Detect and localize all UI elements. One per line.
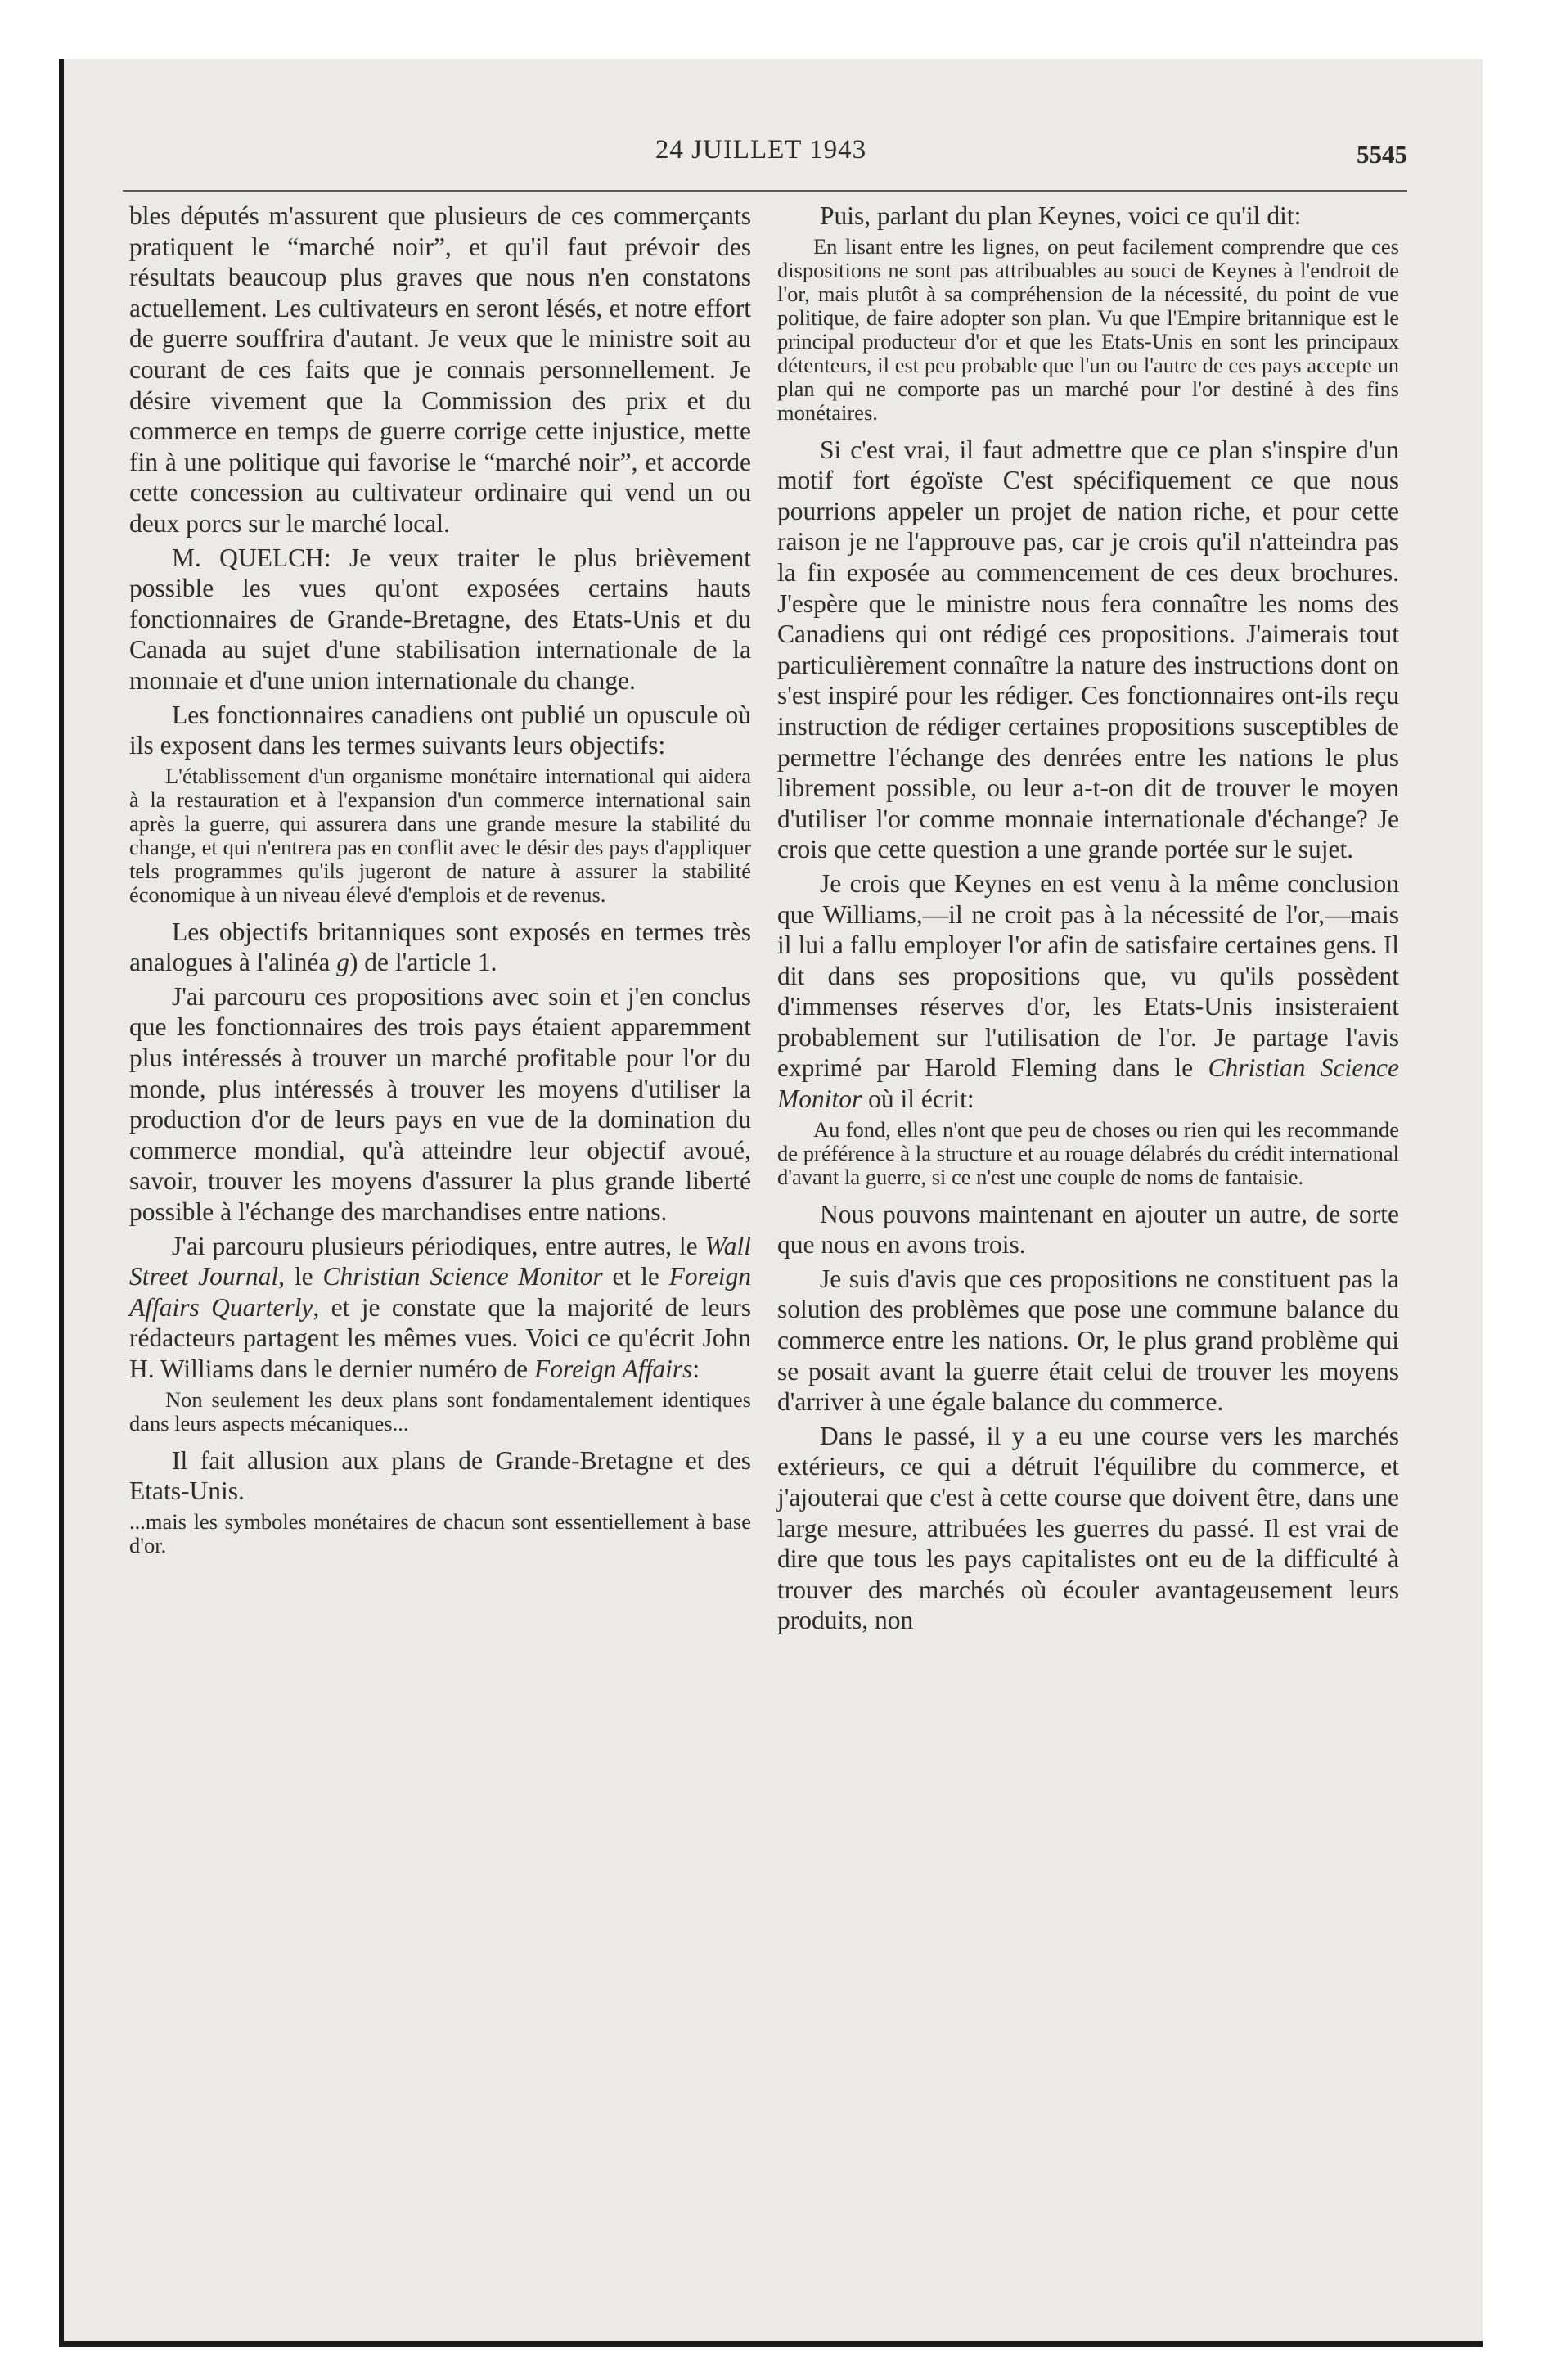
paragraph: Les fonctionnaires canadiens ont publié un opuscule où ils exposent dans les termes suivants leurs objectifs: xyxy=(129,700,751,760)
paragraph: Il fait allusion aux plans de Grande-Bretagne et des Etats-Unis. xyxy=(129,1445,751,1506)
text-run-italic: g xyxy=(336,948,349,977)
publication-title: Foreign Affairs Quarterly xyxy=(129,1262,752,1322)
text-run: Je crois que Keynes en est venu à la même conclusion que Williams,—il ne croit pas à la nécessité de l'or,—mais il lui a fallu employer l'or afin de satisfaire certaines gens. Il dit dans ses propositions que, vu qu'ils possèdent d'immenses réserves d'or, les Etats-Unis insisteraient probablement sur l'utilisation de l'or. Je partage l'avis exprimé par Harold Fleming dans le xyxy=(777,868,1399,1083)
paragraph: Dans le passé, il y a eu une course vers les marchés extérieurs, ce qui a détruit l'équilibre du commerce, et j'ajouterai que c'est à cette course que doivent être, dans une large mesure, attribuées les guerres du passé. Il est vrai de dire que tous les pays capitalistes ont eu de la difficulté à trouver des marchés où écouler avantageusement leurs produits, non xyxy=(777,1421,1399,1635)
text-run: , et je constate que la majorité de leurs rédacteurs partagent les mêmes vues. Voici ce qu'écrit John H. Williams dans le dernier numéro de xyxy=(129,1292,752,1383)
publication-title: Wall Street Journal xyxy=(129,1231,751,1291)
page-number: 5545 xyxy=(1357,140,1407,169)
speaker-name: M. QUELCH: xyxy=(172,543,331,572)
paragraph: Si c'est vrai, il faut admettre que ce plan s'inspire d'un motif fort égoïste C'est spécifiquement ce que nous pourrions appeler un projet de nation riche, et pour cette raison je ne l'approuve pas, car je crois qu'il n'atteindra pas la fin exposée au commencement de ces deux brochures. J'espère que le ministre nous fera connaître les noms des Canadiens qui ont rédigé ces propositions. J'aimerais tout particulièrement connaître la nature des instructions dont on s'est inspiré pour les rédiger. Ces fonctionnaires ont-ils reçu instruction de rédiger certaines propositions susceptibles de permettre l'échange des denrées entre les nations le plus librement possible, ou leur a-t-on dit de trouver le moyen d'utiliser l'or comme monnaie internationale d'échange? Je crois que cette question a une grande portée sur le sujet. xyxy=(777,435,1399,864)
text-run: J'ai parcouru plusieurs périodiques, entre autres, le xyxy=(172,1231,705,1260)
speech-text: Je veux traiter le plus brièvement possible les vues qu'ont exposées certains hauts fonctionnaires de Grande-Bretagne, des Etats-Unis et du Canada au sujet d'une stabilisation internationale de la monnaie et d'une union internationale du change. xyxy=(129,543,751,695)
block-quote: L'établissement d'un organisme monétaire international qui aidera à la restauration et à l'expansion d'un commerce international sain après la guerre, qui assurera dans une grande mesure la stabilité du change, et qui n'entrera pas en conflit avec le désir des pays d'appliquer tels programmes qu'ils jugeront de nature à assurer la stabilité économique à un niveau élevé d'emplois et de revenus. xyxy=(129,763,751,907)
block-quote: Non seulement les deux plans sont fondamentalement identiques dans leurs aspects mécaniques... xyxy=(129,1386,751,1436)
text-run: , le xyxy=(278,1262,323,1291)
page-header xyxy=(115,135,1407,176)
paragraph: Je suis d'avis que ces propositions ne constituent pas la solution des problèmes que pose une commune balance du commerce entre les nations. Or, le plus grand problème qui se posait avant la guerre était celui de trouver les moyens d'arriver à une égale balance du commerce. xyxy=(777,1264,1399,1417)
left-column xyxy=(129,201,751,1567)
block-quote: Au fond, elles n'ont que peu de choses ou rien qui les recommande de préférence à la structure et au rouage délabrés du crédit international d'avant la guerre, si ce n'est une couple de noms de fantaisie. xyxy=(777,1116,1399,1189)
text-run: et le xyxy=(602,1262,669,1291)
paragraph: Puis, parlant du plan Keynes, voici ce qu'il dit: xyxy=(820,201,1302,230)
speaker-paragraph xyxy=(129,543,751,696)
publication-title: Christian Science Monitor xyxy=(777,1053,1399,1114)
header-date: 24 JUILLET 1943 xyxy=(655,135,867,165)
paragraph: Nous pouvons maintenant en ajouter un autre, de sorte que nous en avons trois. xyxy=(777,1199,1399,1260)
block-quote: ...mais les symboles monétaires de chacun sont essentiellement à base d'or. xyxy=(129,1508,751,1557)
publication-title: Foreign Affairs xyxy=(534,1355,693,1383)
paragraph: J'ai parcouru ces propositions avec soin et j'en conclus que les fonctionnaires des trois pays étaient apparemment plus intéressés à trouver un marché profitable pour l'or du monde, plus intéressés à trouver les moyens d'utiliser la production d'or de leurs pays en vue de la domination du commerce mondial, qu'à atteindre leur objectif avoué, savoir, trouver les moyens d'assurer la plus grande liberté possible à l'échange des marchandises entre nations. xyxy=(129,981,751,1227)
paragraph xyxy=(777,868,1399,1115)
publication-title: Christian Science Monitor xyxy=(322,1262,603,1291)
paragraph: bles députés m'assurent que plusieurs de ces commerçants pratiquent le “marché noir”, et qu'il faut prévoir des résultats beaucoup plus graves que nous n'en constatons actuellement. Les cultivateurs en seront lésés, et notre effort de guerre souffrira d'autant. Je veux que le ministre soit au courant de ces faits que je connais personnellement. Je désire vivement que la Commission des prix et du commerce en temps de guerre corrige cette injustice, mette fin à une politique qui favorise le “marché noir”, et accorde cette concession au cultivateur ordinaire qui vend un ou deux porcs sur le marché local. xyxy=(129,201,751,538)
block-quote: En lisant entre les lignes, on peut facilement comprendre que ces dispositions ne sont pas attribuables au souci de Keynes à l'endroit de l'or, mais plutôt à sa compréhension de la nécessité, du point de vue politique, de faire adopter son plan. Vu que l'Empire britannique est le principal producteur d'or et que les Etats-Unis en sont les principaux détenteurs, il est peu probable que l'un ou l'autre de ces pays accepte un plan qui ne comporte pas un marché pour l'or destiné à des fins monétaires. xyxy=(777,233,1399,425)
text-run: où il écrit: xyxy=(862,1084,974,1114)
right-column xyxy=(777,201,1399,1639)
header-rule xyxy=(123,190,1407,192)
text-run: ) de l'article 1. xyxy=(349,948,497,977)
text-run: Les objectifs britanniques sont exposés en termes très analogues à l'alinéa xyxy=(129,917,751,977)
paragraph xyxy=(129,1231,751,1385)
text-run: : xyxy=(692,1355,700,1383)
paragraph xyxy=(129,917,751,978)
